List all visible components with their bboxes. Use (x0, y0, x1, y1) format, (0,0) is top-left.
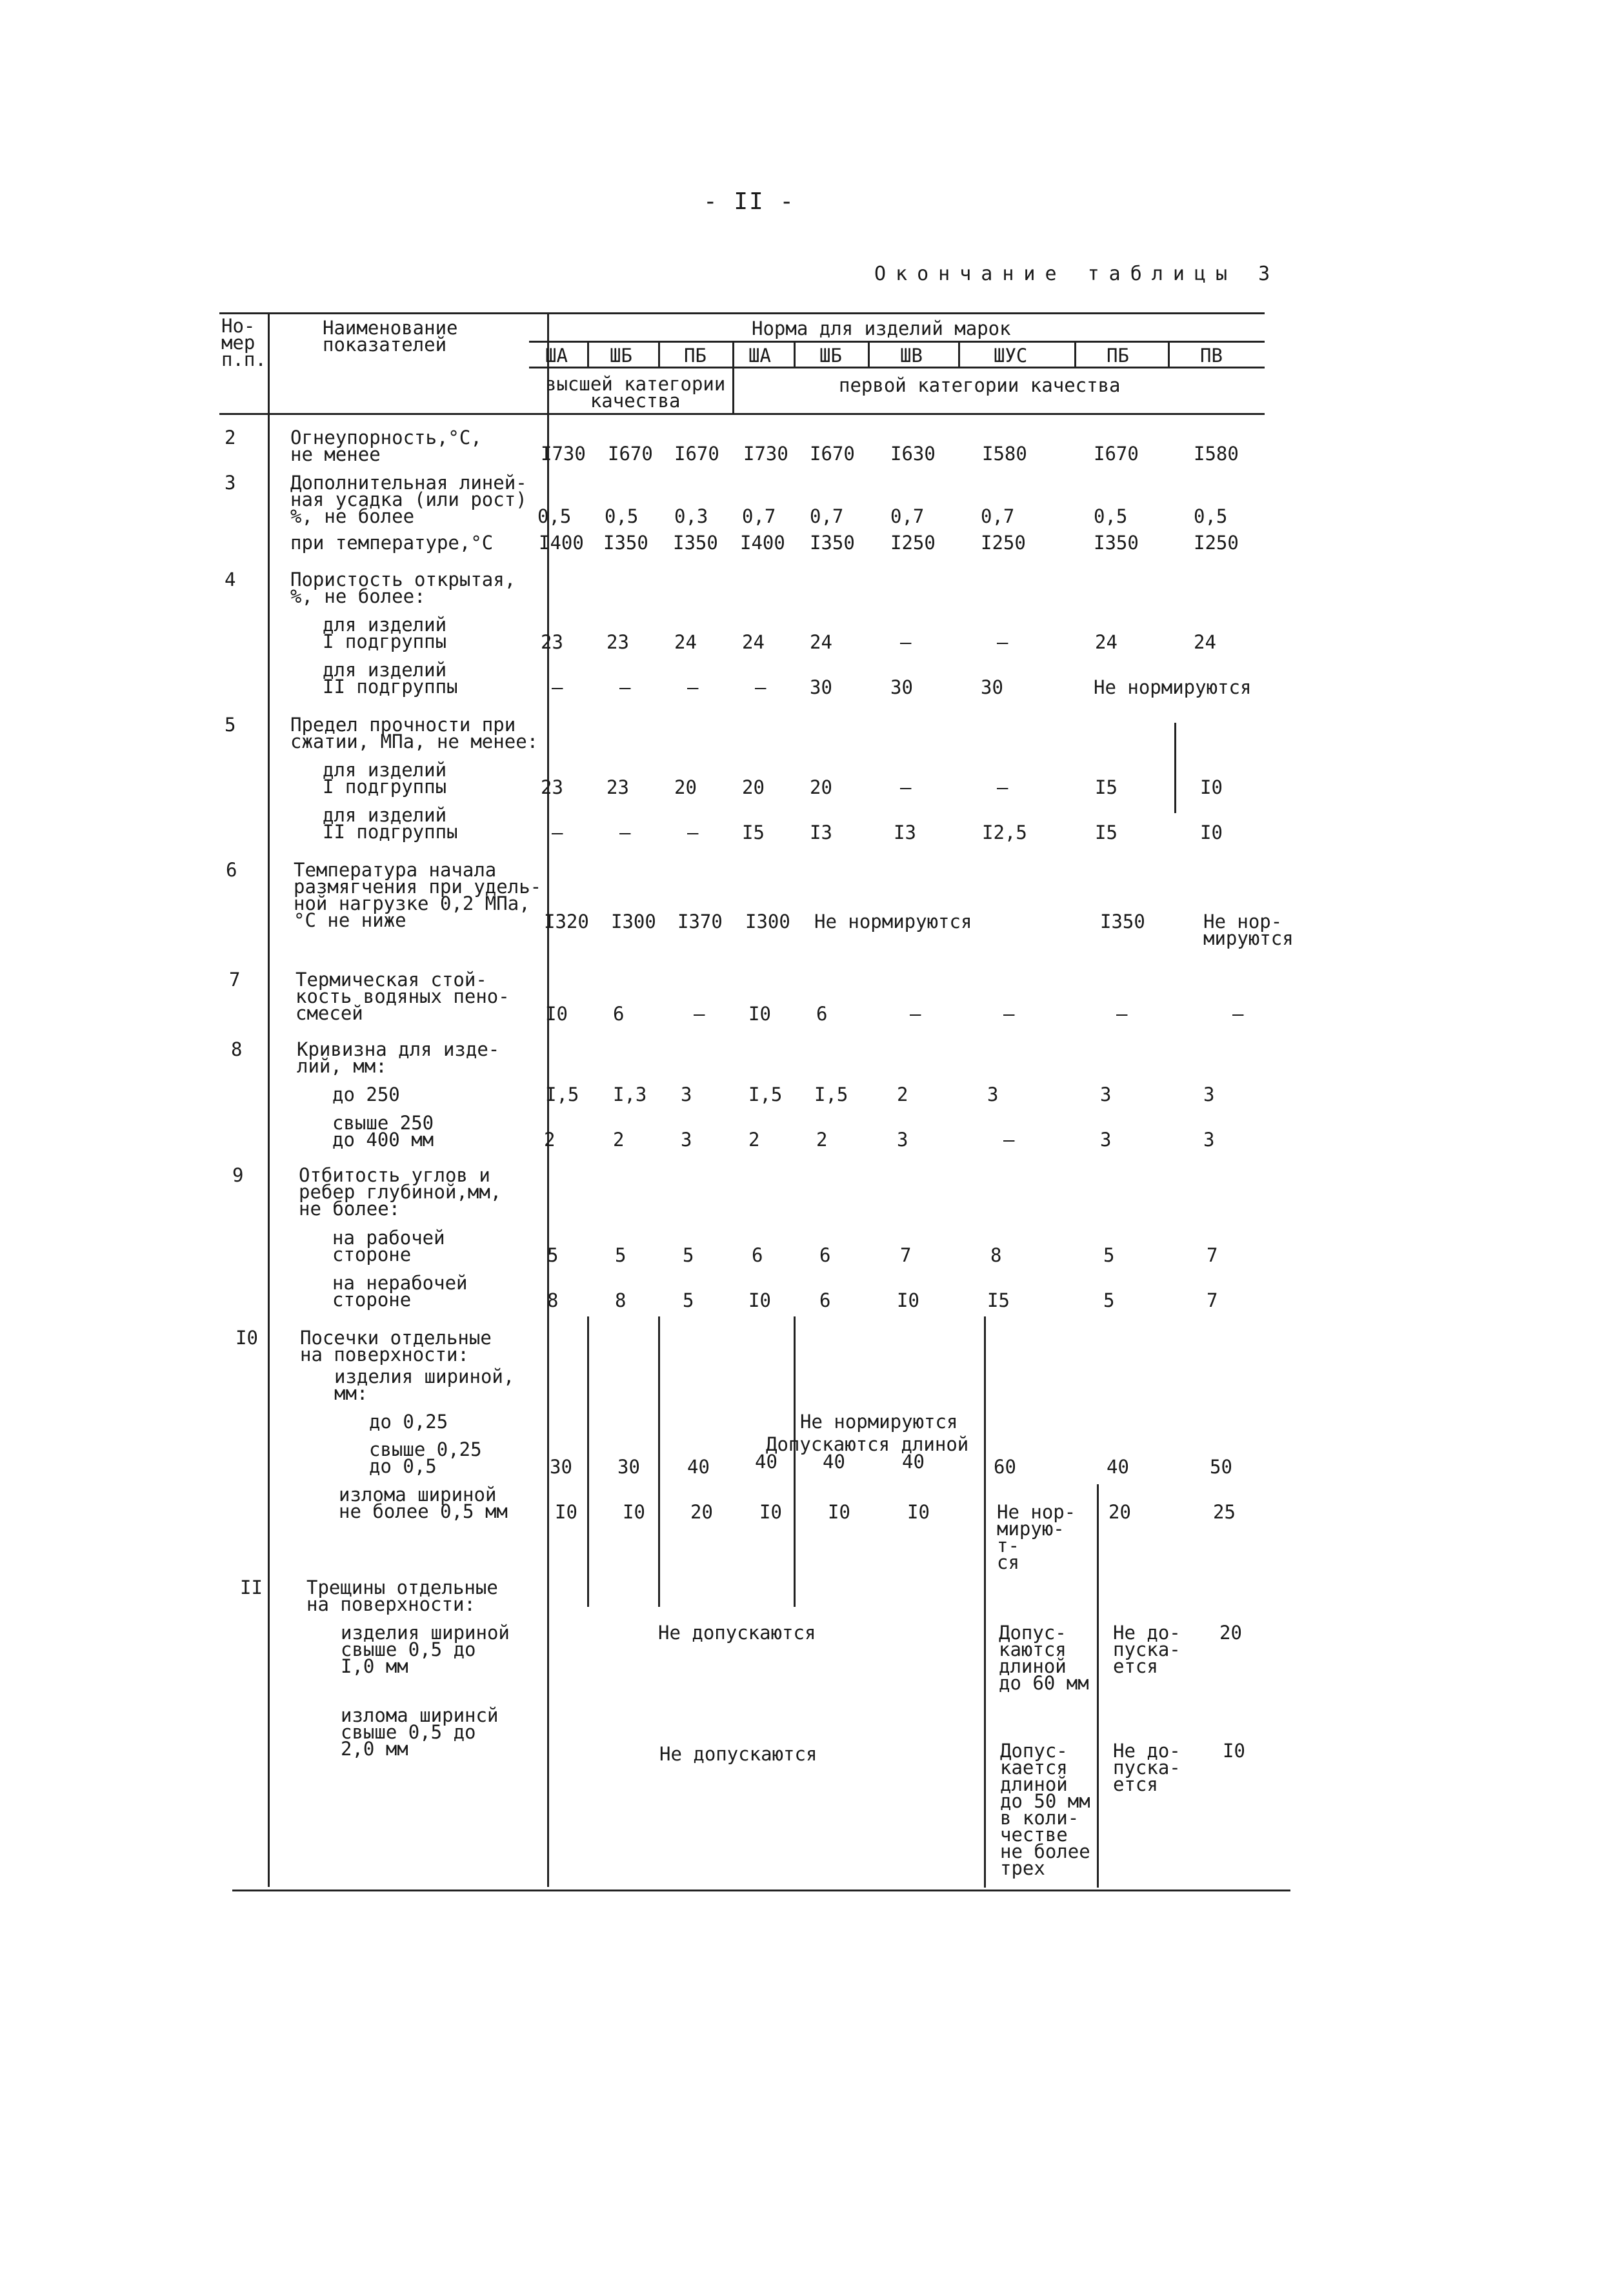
cell: – (910, 1003, 921, 1025)
cell: Допус- каются длиной до 60 мм (999, 1622, 1089, 1694)
cell: I0 (828, 1501, 850, 1523)
cell: I730 (541, 443, 586, 465)
cell: 8 (615, 1289, 627, 1311)
row-6-name: Температура начала размягчения при удель- ной нагрузке 0,2 МПа, °С не ниже (294, 859, 542, 931)
row-4-name: Пористость открытая, %, не более: (290, 569, 516, 607)
cell: – (552, 821, 563, 843)
cell: – (997, 776, 1008, 798)
row-6-not-normed: Не нормируются (814, 911, 972, 932)
row-5-sub2-name: для изделий II подгруппы (323, 804, 458, 843)
row-4-number: 4 (225, 569, 236, 590)
cell: 0,7 (742, 505, 776, 527)
cell: 60 (994, 1456, 1016, 1478)
brand-pb-1: ПБ (684, 345, 707, 367)
row-4-sub2-name: для изделий II подгруппы (323, 659, 458, 698)
row-5-sub1-name: для изделий I подгруппы (323, 759, 447, 798)
row-8-name: Кривизна для изде- лий, мм: (297, 1038, 500, 1077)
row-8-sub1-name: до 250 (332, 1084, 400, 1105)
shus-col-rule (984, 1316, 986, 1888)
row-3-subname: при температуре,°С (290, 532, 494, 554)
row-11-name: Трещины отдельные на поверхности: (306, 1577, 498, 1615)
cell: 7 (900, 1244, 912, 1266)
cell: – (997, 631, 1008, 653)
cell: I350 (603, 532, 648, 554)
cell: 30 (617, 1456, 640, 1478)
brand-divider (658, 342, 660, 368)
row-2-name: Огнеупорность,°С, не менее (290, 427, 482, 465)
cell: 5 (683, 1244, 694, 1266)
cell: 24 (1095, 631, 1118, 653)
brand-shb-1: ШБ (610, 345, 632, 367)
cell: 20 (674, 776, 697, 798)
cell: 40 (902, 1451, 925, 1473)
pv-col-rule (1174, 723, 1176, 813)
cell: Не нор- мирую- т- ся (997, 1501, 1076, 1573)
cell: 5 (547, 1244, 559, 1266)
cell: I300 (611, 911, 656, 932)
header-norm: Норма для изделий марок (752, 318, 1011, 339)
row-5-name: Предел прочности при сжатии, МПа, не менее: (290, 714, 539, 752)
cell: 20 (690, 1501, 713, 1523)
cell: 6 (819, 1244, 831, 1266)
cell: 24 (674, 631, 697, 653)
cell: 0,5 (1094, 505, 1128, 527)
cell: I2,5 (982, 821, 1027, 843)
cell: 24 (742, 631, 765, 653)
cell: 3 (1203, 1129, 1215, 1151)
brand-divider (1168, 342, 1170, 368)
cell: I670 (674, 443, 719, 465)
cell: 6 (752, 1244, 763, 1266)
cell: – (687, 821, 699, 843)
cell: 2 (897, 1084, 908, 1105)
row-8-number: 8 (231, 1038, 243, 1060)
cell: 3 (1100, 1084, 1112, 1105)
cell: – (694, 1003, 705, 1025)
cell: – (900, 631, 912, 653)
cell: I370 (677, 911, 723, 932)
cell: I3 (810, 821, 832, 843)
col-rule-fragment (658, 1316, 660, 1607)
header-number: Но- мер п.п. (221, 315, 266, 370)
cell: I0 (897, 1289, 919, 1311)
cell: I0 (1200, 776, 1223, 798)
row-10-name: Посечки отдельные на поверхности: (300, 1327, 492, 1366)
cell: I,5 (748, 1084, 783, 1105)
cell: I350 (1100, 911, 1145, 932)
cell: I0 (545, 1003, 568, 1025)
cell: Допус- кается длиной до 50 мм в коли- честве не более трех (1000, 1740, 1090, 1879)
row-10-s2-name: свыше 0,25 до 0,5 (369, 1438, 482, 1477)
category-divider (732, 342, 734, 413)
table-continuation-caption: Окончание таблицы 3 (874, 263, 1280, 285)
num-col-rule (268, 312, 270, 1887)
cell: I250 (890, 532, 936, 554)
row-11-s2-not-allowed: Не допускаются (659, 1743, 817, 1765)
cell: I580 (982, 443, 1027, 465)
cell: I730 (743, 443, 788, 465)
cell: 40 (823, 1451, 845, 1473)
cell: – (900, 776, 912, 798)
cell: I350 (810, 532, 855, 554)
cell: I3 (894, 821, 916, 843)
brand-shb-2: ШБ (819, 345, 842, 367)
cell: I630 (890, 443, 936, 465)
cell: 24 (1194, 631, 1216, 653)
cell: 2 (544, 1129, 556, 1151)
cell: I5 (1095, 776, 1118, 798)
cell: 24 (810, 631, 832, 653)
cell: 40 (755, 1451, 777, 1473)
cell: 23 (606, 776, 629, 798)
cell: 3 (681, 1129, 692, 1151)
cell: 0,3 (674, 505, 708, 527)
cell: I,3 (613, 1084, 647, 1105)
cell: I670 (608, 443, 653, 465)
cell: 7 (1207, 1289, 1218, 1311)
brand-divider (1074, 342, 1076, 368)
cell: – (1003, 1129, 1015, 1151)
brand-rule (529, 367, 1265, 368)
row-11-s1-not-allowed: Не допускаются (658, 1622, 816, 1644)
cell: I0 (907, 1501, 930, 1523)
row-7-name: Термическая стой- кость водяных пено- смесей (296, 969, 510, 1024)
cell: I350 (1094, 532, 1139, 554)
cell: – (1116, 1003, 1128, 1025)
cell: I5 (987, 1289, 1010, 1311)
cell: I0 (1200, 821, 1223, 843)
row-9-sub2-name: на нерабочей стороне (332, 1272, 468, 1311)
cell: 2 (816, 1129, 828, 1151)
cell: 40 (1107, 1456, 1129, 1478)
cell: – (552, 676, 563, 698)
row-3-number: 3 (225, 472, 236, 494)
cell: 0,7 (810, 505, 844, 527)
cell: 30 (981, 676, 1003, 698)
page-number: - II - (703, 188, 796, 215)
cell: I670 (810, 443, 855, 465)
cell: I320 (544, 911, 589, 932)
brand-sha-2: ША (748, 345, 771, 367)
row-10-s3-name: излома шириной не более 0,5 мм (339, 1484, 508, 1522)
cell: 23 (606, 631, 629, 653)
cell: 5 (615, 1244, 627, 1266)
cell: I300 (745, 911, 790, 932)
cell: 30 (550, 1456, 572, 1478)
row-4-sub1-name: для изделий I подгруппы (323, 614, 447, 652)
row-3-name: Дополнительная линей- ная усадка (или рост) %, не более (290, 472, 527, 527)
cell: 0,7 (890, 505, 925, 527)
cell: I350 (673, 532, 718, 554)
cell: I0 (623, 1501, 645, 1523)
row-9-number: 9 (232, 1164, 244, 1186)
cell: 20 (1219, 1622, 1242, 1644)
cell: 5 (1103, 1289, 1115, 1311)
row-11-s1-name: изделия шириной свыше 0,5 до I,0 мм (341, 1622, 510, 1677)
cell: 23 (541, 776, 563, 798)
cell: I0 (555, 1501, 577, 1523)
cell: 30 (890, 676, 913, 698)
cell: 20 (742, 776, 765, 798)
cell: 6 (613, 1003, 625, 1025)
cell: I250 (981, 532, 1026, 554)
cell: 8 (990, 1244, 1002, 1266)
table-top-rule (219, 312, 1265, 314)
brand-pv: ПВ (1200, 345, 1223, 367)
cell: 3 (681, 1084, 692, 1105)
cell: 3 (897, 1129, 908, 1151)
category-first: первой категории качества (839, 374, 1121, 396)
cell: – (1003, 1003, 1015, 1025)
header-bottom-rule (219, 413, 1265, 415)
cell: I5 (1095, 821, 1118, 843)
cell: 50 (1210, 1456, 1232, 1478)
row-10-number: I0 (236, 1327, 258, 1349)
cell: – (755, 676, 767, 698)
row-9-sub1-name: на рабочей стороне (332, 1227, 445, 1265)
cell: I400 (740, 532, 785, 554)
cell: 23 (541, 631, 563, 653)
row-10-allowed-length: Допускаются длиной (766, 1433, 969, 1455)
cell: I0 (748, 1003, 771, 1025)
pb-col-rule (1097, 1484, 1099, 1888)
cell: I400 (539, 532, 584, 554)
cell: 0,7 (981, 505, 1015, 527)
col-rule-fragment (587, 1316, 589, 1607)
cell: 5 (1103, 1244, 1115, 1266)
cell: 6 (819, 1289, 831, 1311)
cell: I580 (1194, 443, 1239, 465)
cell: I670 (1094, 443, 1139, 465)
header-indicator-name: Наименование показателей (323, 317, 458, 356)
cell: Не до- пуска- ется (1113, 1740, 1181, 1795)
row-10-not-normed: Не нормируются (800, 1411, 958, 1433)
cell: – (619, 821, 631, 843)
table-bottom-rule (232, 1890, 1290, 1891)
cell: I0 (759, 1501, 782, 1523)
row-6-number: 6 (226, 859, 237, 881)
cell: I,5 (545, 1084, 579, 1105)
cell: 5 (683, 1289, 694, 1311)
row-10-s1-name: до 0,25 (369, 1411, 448, 1433)
cell: 40 (687, 1456, 710, 1478)
brand-divider (958, 342, 960, 368)
cell: 0,5 (537, 505, 572, 527)
cell: 2 (613, 1129, 625, 1151)
cell: I5 (742, 821, 765, 843)
row-10-subname: изделия шириной, мм: (334, 1366, 515, 1404)
cell: I0 (1223, 1740, 1245, 1762)
cell: 0,5 (1194, 505, 1228, 527)
cell: I250 (1194, 532, 1239, 554)
row-2-number: 2 (225, 427, 236, 449)
cell: 30 (810, 676, 832, 698)
brand-shus: ШУС (994, 345, 1028, 367)
cell: Не нормируются (1094, 676, 1252, 698)
brand-divider (868, 342, 870, 368)
cell: – (1232, 1003, 1244, 1025)
cell: 3 (1100, 1129, 1112, 1151)
cell: 7 (1207, 1244, 1218, 1266)
cell: 2 (748, 1129, 760, 1151)
col-rule-fragment (794, 1316, 796, 1607)
row-11-s2-name: излома ширинсй свыше 0,5 до 2,0 мм (341, 1704, 499, 1760)
cell: Не до- пуска- ется (1113, 1622, 1181, 1677)
row-7-number: 7 (229, 969, 241, 991)
row-9-name: Отбитость углов и ребер глубиной,мм, не более: (299, 1164, 502, 1220)
norm-rule (529, 341, 1265, 343)
cell: 6 (816, 1003, 828, 1025)
cell: – (687, 676, 699, 698)
row-8-sub2-name: свыше 250 до 400 мм (332, 1112, 434, 1151)
cell: 25 (1213, 1501, 1236, 1523)
brand-pb-2: ПБ (1107, 345, 1129, 367)
cell: 20 (810, 776, 832, 798)
brand-divider (794, 342, 796, 368)
cell: 0,5 (605, 505, 639, 527)
row-11-number: II (240, 1577, 263, 1598)
brand-sha-1: ША (545, 345, 568, 367)
cell: 8 (547, 1289, 559, 1311)
cell: 20 (1108, 1501, 1131, 1523)
brand-divider (587, 342, 589, 368)
cell: I0 (748, 1289, 771, 1311)
cell: I,5 (814, 1084, 848, 1105)
category-high: высшей категории качества (545, 373, 726, 412)
row-5-number: 5 (225, 714, 236, 736)
cell: Не нор- мируются (1203, 911, 1294, 949)
cell: 3 (987, 1084, 999, 1105)
cell: – (619, 676, 631, 698)
cell: 3 (1203, 1084, 1215, 1105)
brand-shv: ШВ (900, 345, 923, 367)
